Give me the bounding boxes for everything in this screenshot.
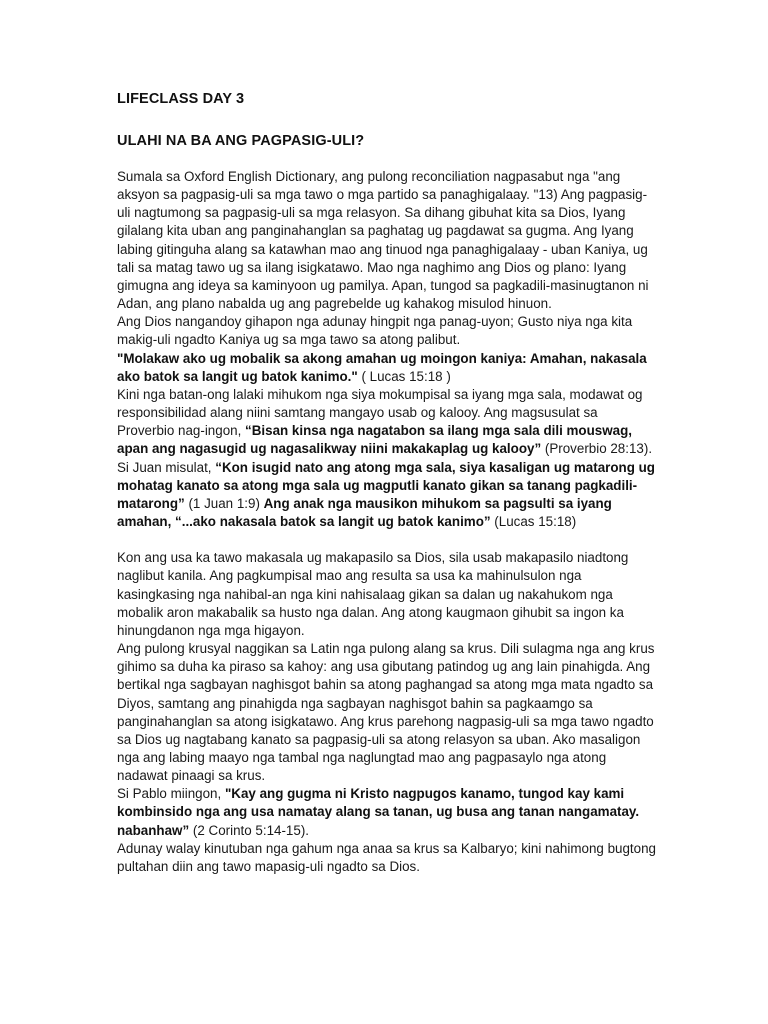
quote-corinto: "Kay ang gugma ni Kristo nagpugos kanamo, tungod kay kami kombinsido nga ang usa namatay alang sa tanan, ug busa ang tanan nangamatay. nabanhaw”: [117, 786, 640, 838]
document-title: LIFECLASS DAY 3: [117, 91, 245, 107]
paragraph-sin: Kon ang usa ka tawo makasala ug makapasilo sa Dios, sila usab makapasilo niadtong naglibut kanila. Ang pagkumpisal mao ang resulta sa usa ka mahinulsulon nga kasingkasing nga nahibal-an nga kini nahisalaag gikan sa dalan ug nakahukom nga mobalik aron makabalik sa husto nga dalan. Ang atong kaugmaon gihubit sa ingon ka hinungdanon nga mga higayon.: [117, 550, 629, 638]
paragraph-definition: Sumala sa Oxford English Dictionary, ang pulong reconciliation nagpasabut nga "ang aksyon sa pagpasig-uli sa mga tawo o mga partido sa panaghigalaay. "13) Ang pagpasig-uli nagtumong sa pagpasig-uli sa mga relasyon. Sa dihang gibuhat kita sa Dios, Iyang gilalang kita uban ang panginahanglan sa paghatag ug pagdawat sa gugma. Ang Iyang labing gitinguha alang sa katawhan mao ang tinuod nga panaghigalaay - uban Kaniya, ug tali sa matag tawo ug sa ilang isigkatawo. Mao nga naghimo ang Dios og plano: Iyang gimugna ang ideya sa kaminyoon ug pamilya. Apan, tungod sa pagkadili-masinugtanon ni Adan, ang plano nabalda ug ang pagrebelde ug kahakog misulod hinuon.: [117, 169, 649, 312]
text-span: Si Pablo miingon,: [117, 786, 225, 802]
quote-prodigal-son: Ang anak nga mausikon mihukom sa pagsulti sa iyang amahan, “...ako nakasala batok sa langit ug batok kanimo”: [117, 495, 612, 529]
text-span: Kini nga batan-ong lalaki mihukom nga siya mokumpisal sa iyang mga sala, modawat og responsibilidad alang niini samtang mangayo usab og kalooy. Ang magsusulat sa Proverbio nag-ingon,: [117, 386, 643, 439]
quote-proverbio: “Bisan kinsa nga nagatabon sa ilang mga sala dili mouswag, apan ang nagasugid ug nagasalikway niini makakaplag ug kalooy”: [117, 423, 632, 457]
document-subtitle: ULAHI NA BA ANG PAGPASIG-ULI?: [117, 133, 365, 149]
paragraph-pablo: [117, 785, 657, 839]
paragraph-quote-lucas: [117, 350, 657, 386]
document-body: [117, 168, 657, 876]
paragraph-cross: Ang pulong krusyal naggikan sa Latin nga pulong alang sa krus. Dili sulagma nga ang krus gihimo sa duha ka piraso sa kahoy: ang usa gibutang patindog ug ang lain pinahigda. Ang bertikal nga sagbayan naghisgot bahin sa atong paghangad sa atong mga mata ngadto sa Diyos, samtang ang pinahigda nga sagbayan naghisgot bahin sa pagkaamgo sa panginahanglan sa atong isigkatawo. Ang krus parehong nagpasig-uli sa mga tawo ngadto sa Dios ug nagtabang kanato sa pagpasig-uli sa atong relasyon sa uban. Ako masaligon nga ang labing maayo nga tambal nga naglungtad mao ang pagpasaylo nga atong nadawat pinaagi sa krus.: [117, 641, 655, 784]
text-span: (1 Juan 1:9): [184, 495, 264, 511]
text-span: (2 Corinto 5:14-15).: [189, 822, 310, 838]
paragraph-desire: Ang Dios nangandoy gihapon nga adunay hingpit nga panag-uyon; Gusto niya nga kita makig-uli ngadto Kaniya ug sa mga tawo sa atong palibut.: [117, 314, 633, 348]
paragraph-confession: [117, 386, 657, 531]
quote-juan: “Kon isugid nato ang atong mga sala, siya kasaligan ug matarong ug mohatag kanato sa atong mga sala ug magputli kanato gikan sa tanang pagkadili-matarong”: [117, 459, 655, 511]
text-span: (Lucas 15:18): [490, 513, 577, 529]
quote-text: "Molakaw ako ug mobalik sa akong amahan ug moingon kaniya: Amahan, nakasala ako batok sa langit ug batok kanimo.": [117, 350, 647, 384]
quote-reference: ( Lucas 15:18 ): [357, 368, 451, 384]
text-span: (Proverbio 28:13). Si Juan misulat,: [117, 441, 653, 475]
paragraph-calvary: Adunay walay kinutuban nga gahum nga anaa sa krus sa Kalbaryo; kini nahimong bugtong pultahan diin ang tawo mapasig-uli ngadto sa Dios.: [117, 840, 656, 874]
